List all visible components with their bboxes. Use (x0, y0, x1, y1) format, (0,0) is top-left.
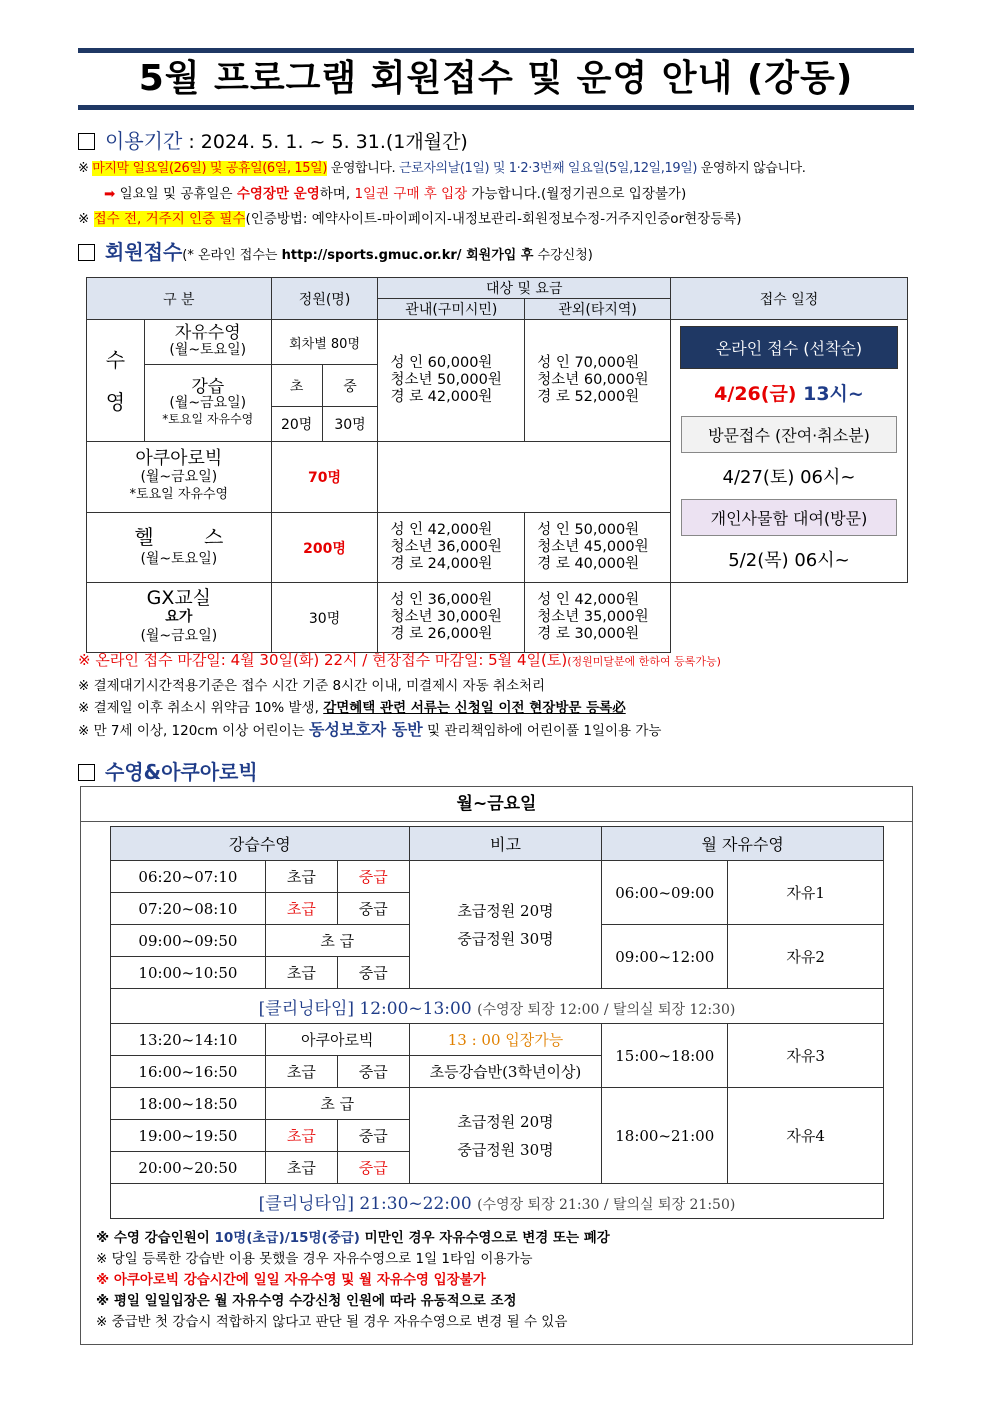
schedule-cell (670, 320, 907, 583)
time-slot: 18:00~18:50 (111, 1088, 266, 1120)
period-value: : 2024. 5. 1. ~ 5. 31.(1개월간) (182, 131, 468, 153)
cleaning-time-1: [클리닝타임] 12:00~13:00 (수영장 퇴장 12:00 / 탈의실 퇴장 12:30) (111, 989, 884, 1024)
title-rule-top (78, 48, 914, 53)
free-swim-cell: 자유수영 (월~토요일) (144, 320, 271, 365)
level-beginner: 초급 (265, 1056, 337, 1088)
header-fee-in: 관내(구미시민) (378, 299, 525, 320)
note-daily-entry: ※ 평일 일일입장은 월 자유수영 수강신청 인원에 따라 유동적으로 조정 (96, 1293, 517, 1309)
health-capacity: 200명 (271, 513, 378, 583)
period-note-2: ➡ 일요일 및 공휴일은 수영장만 운영하며, 1일권 구매 후 입장 가능합니다.(월정기권으로 입장불가) (104, 186, 687, 202)
swim-heading (78, 756, 258, 785)
online-date: 4/26(금) 13시~ (714, 383, 864, 405)
aqua-cell: 아쿠아로빅 (월~금요일) *토요일 자유수영 (87, 442, 272, 513)
note-level-change: ※ 중급반 첫 강습시 적합하지 않다고 판단 될 경우 자유수영으로 변경 될 수 있음 (96, 1314, 568, 1330)
level-intermediate: 중급 (337, 1152, 409, 1184)
locker-badge: 개인사물함 대여(방문) (681, 499, 897, 536)
lesson-mid-label: 중 (322, 365, 378, 407)
header-schedule: 접수 일정 (670, 278, 907, 320)
lesson-beg-capacity: 20명 (271, 407, 322, 442)
website-link[interactable]: http://sports.gmuc.or.kr/ (281, 248, 462, 263)
aqua-class: 아쿠아로빅 (265, 1024, 409, 1056)
checkbox-icon (78, 244, 95, 261)
lesson-cell: 강습 (월~금요일) *토요일 자유수영 (144, 365, 271, 442)
period-note-1: ※ 마지막 일요일(26일) 및 공휴일(6일, 15일) 운영합니다. 근로자의날(1일) 및 1·2·3번째 일요일(5일,12일,19일) 운영하지 않습니다. (78, 161, 806, 176)
swim-row-label: 수 영 (87, 320, 145, 442)
weekday-title: 월~금요일 (81, 787, 912, 822)
aqua-entry-note: 13 : 00 입장가능 (409, 1024, 602, 1056)
visit-date: 4/27(토) 06시~ (722, 467, 856, 488)
time-slot: 06:20~07:10 (111, 861, 266, 893)
health-price-out: 성 인 50,000원 청소년 45,000원 경 로 40,000원 (525, 513, 671, 583)
free-time: 06:00~09:00 (602, 861, 728, 925)
time-slot: 10:00~10:50 (111, 957, 266, 989)
time-slot: 20:00~20:50 (111, 1152, 266, 1184)
title-block (78, 48, 914, 110)
level-beginner: 초급 (265, 1120, 337, 1152)
swim-price-in: 성 인 60,000원 청소년 50,000원 경 로 42,000원 (378, 320, 525, 442)
swim-notes (96, 1228, 610, 1333)
period-heading (78, 125, 468, 154)
free-time: 15:00~18:00 (602, 1024, 728, 1088)
gx-capacity: 30명 (271, 583, 378, 653)
gx-price-out: 성 인 42,000원 청소년 35,000원 경 로 30,000원 (525, 583, 671, 653)
header-note: 비고 (409, 827, 602, 861)
gx-cell: GX교실 요가 (월~금요일) (87, 583, 272, 653)
closing-days-red: 마지막 일요일(26일) 및 공휴일(6일, 15일) (92, 161, 327, 176)
arrow-right-icon: ➡ (104, 186, 116, 202)
note-aqua-restriction: ※ 아쿠아로빅 강습시간에 일일 자유수영 및 월 자유수영 입장불가 (96, 1272, 486, 1288)
checkbox-icon (78, 764, 95, 781)
level-beginner-only: 초 급 (265, 925, 409, 957)
child-note: ※ 만 7세 이상, 120cm 이상 어린이는 동성보호자 동반 및 관리책임하에 어린이풀 1일이용 가능 (78, 720, 662, 739)
period-label: 이용기간 (105, 129, 183, 153)
deadline-note: ※ 온라인 접수 마감일: 4월 30일(화) 22시 / 현장접수 마감일: 5월 4일(토)(정원미달분에 한하여 등록가능) (78, 651, 721, 669)
free-swim-capacity: 회차별 80명 (271, 320, 378, 365)
health-cell: 헬 스 (월~토요일) (87, 513, 272, 583)
level-beginner: 초급 (265, 1152, 337, 1184)
health-price-in: 성 인 42,000원 청소년 36,000원 경 로 24,000원 (378, 513, 525, 583)
time-slot: 13:20~14:10 (111, 1024, 266, 1056)
payment-note: ※ 결제대기시간적용기준은 접수 시간 기준 8시간 이내, 미결제시 자동 취소처리 (78, 678, 546, 694)
level-beginner: 초급 (265, 893, 337, 925)
time-slot: 09:00~09:50 (111, 925, 266, 957)
time-slot: 16:00~16:50 (111, 1056, 266, 1088)
free-time: 09:00~12:00 (602, 925, 728, 989)
title-rule-bottom (78, 105, 914, 110)
aqua-capacity: 70명 (271, 442, 378, 513)
level-intermediate: 중급 (337, 1120, 409, 1152)
time-slot: 19:00~19:50 (111, 1120, 266, 1152)
free-name: 자유2 (728, 925, 884, 989)
cleaning-time-2: [클리닝타임] 21:30~22:00 (수영장 퇴장 21:30 / 탈의실 퇴장 21:50) (111, 1184, 884, 1219)
header-free: 월 자유수영 (602, 827, 884, 861)
level-beginner-only: 초 급 (265, 1088, 409, 1120)
time-slot: 07:20~08:10 (111, 893, 266, 925)
quota-note: 초급정원 20명 중급정원 30명 (409, 861, 602, 989)
level-beginner: 초급 (265, 957, 337, 989)
level-intermediate: 중급 (337, 893, 409, 925)
membership-label: 회원접수 (105, 240, 183, 264)
note-same-day: ※ 당일 등록한 강습반 이용 못했을 경우 자유수영으로 1일 1타임 이용가능 (96, 1251, 533, 1267)
period-note-3: ※ 접수 전, 거주지 인증 필수(인증방법: 예약사이트-마이페이지-내정보관리-회원정보수정-거주지인증or현장등록) (78, 211, 742, 227)
cancel-note: ※ 결제일 이후 취소시 위약금 10% 발생, 감면혜택 관련 서류는 신청일 이전 현장방문 등록必 (78, 700, 626, 716)
kids-class-note: 초등강습반(3학년이상) (409, 1056, 602, 1088)
swim-schedule-table (110, 826, 884, 1219)
swim-price-out: 성 인 70,000원 청소년 60,000원 경 로 52,000원 (525, 320, 671, 442)
quota-note: 초급정원 20명 중급정원 30명 (409, 1088, 602, 1184)
header-category: 구 분 (87, 278, 272, 320)
free-name: 자유1 (728, 861, 884, 925)
free-time: 18:00~21:00 (602, 1088, 728, 1184)
lesson-mid-capacity: 30명 (322, 407, 378, 442)
locker-date: 5/2(목) 06시~ (728, 550, 850, 571)
visit-badge: 방문접수 (잔여·취소분) (681, 416, 897, 453)
level-intermediate: 중급 (337, 1056, 409, 1088)
lesson-beg-label: 초 (271, 365, 322, 407)
level-intermediate: 중급 (337, 957, 409, 989)
checkbox-icon (78, 133, 95, 150)
level-beginner: 초급 (265, 861, 337, 893)
gx-price-in: 성 인 36,000원 청소년 30,000원 경 로 26,000원 (378, 583, 525, 653)
header-fee-out: 관외(타지역) (525, 299, 671, 320)
header-lesson: 강습수영 (111, 827, 410, 861)
free-name: 자유4 (728, 1088, 884, 1184)
online-badge: 온라인 접수 (선착순) (680, 326, 898, 369)
page-title: 5월 프로그램 회원접수 및 운영 안내 (강동) (138, 58, 854, 99)
level-intermediate: 중급 (337, 861, 409, 893)
header-fee: 대상 및 요금 (378, 278, 671, 299)
closed-days-blue: 근로자의날(1일) 및 1·2·3번째 일요일(5일,12일,19일) (399, 161, 698, 176)
free-name: 자유3 (728, 1024, 884, 1088)
membership-heading: 회원접수(* 온라인 접수는 http://sports.gmuc.or.kr/ 회원가입 후 수강신청) (78, 236, 593, 265)
residence-auth-required: 접수 전, 거주지 인증 필수 (93, 211, 246, 227)
note-min-enrollment: ※ 수영 강습인원이 10명(초급)/15명(중급) 미만인 경우 자유수영으로 변경 또는 폐강 (96, 1230, 610, 1246)
swim-section-label: 수영&아쿠아로빅 (105, 760, 258, 784)
header-capacity: 정원(명) (271, 278, 378, 320)
fee-table (86, 277, 908, 653)
